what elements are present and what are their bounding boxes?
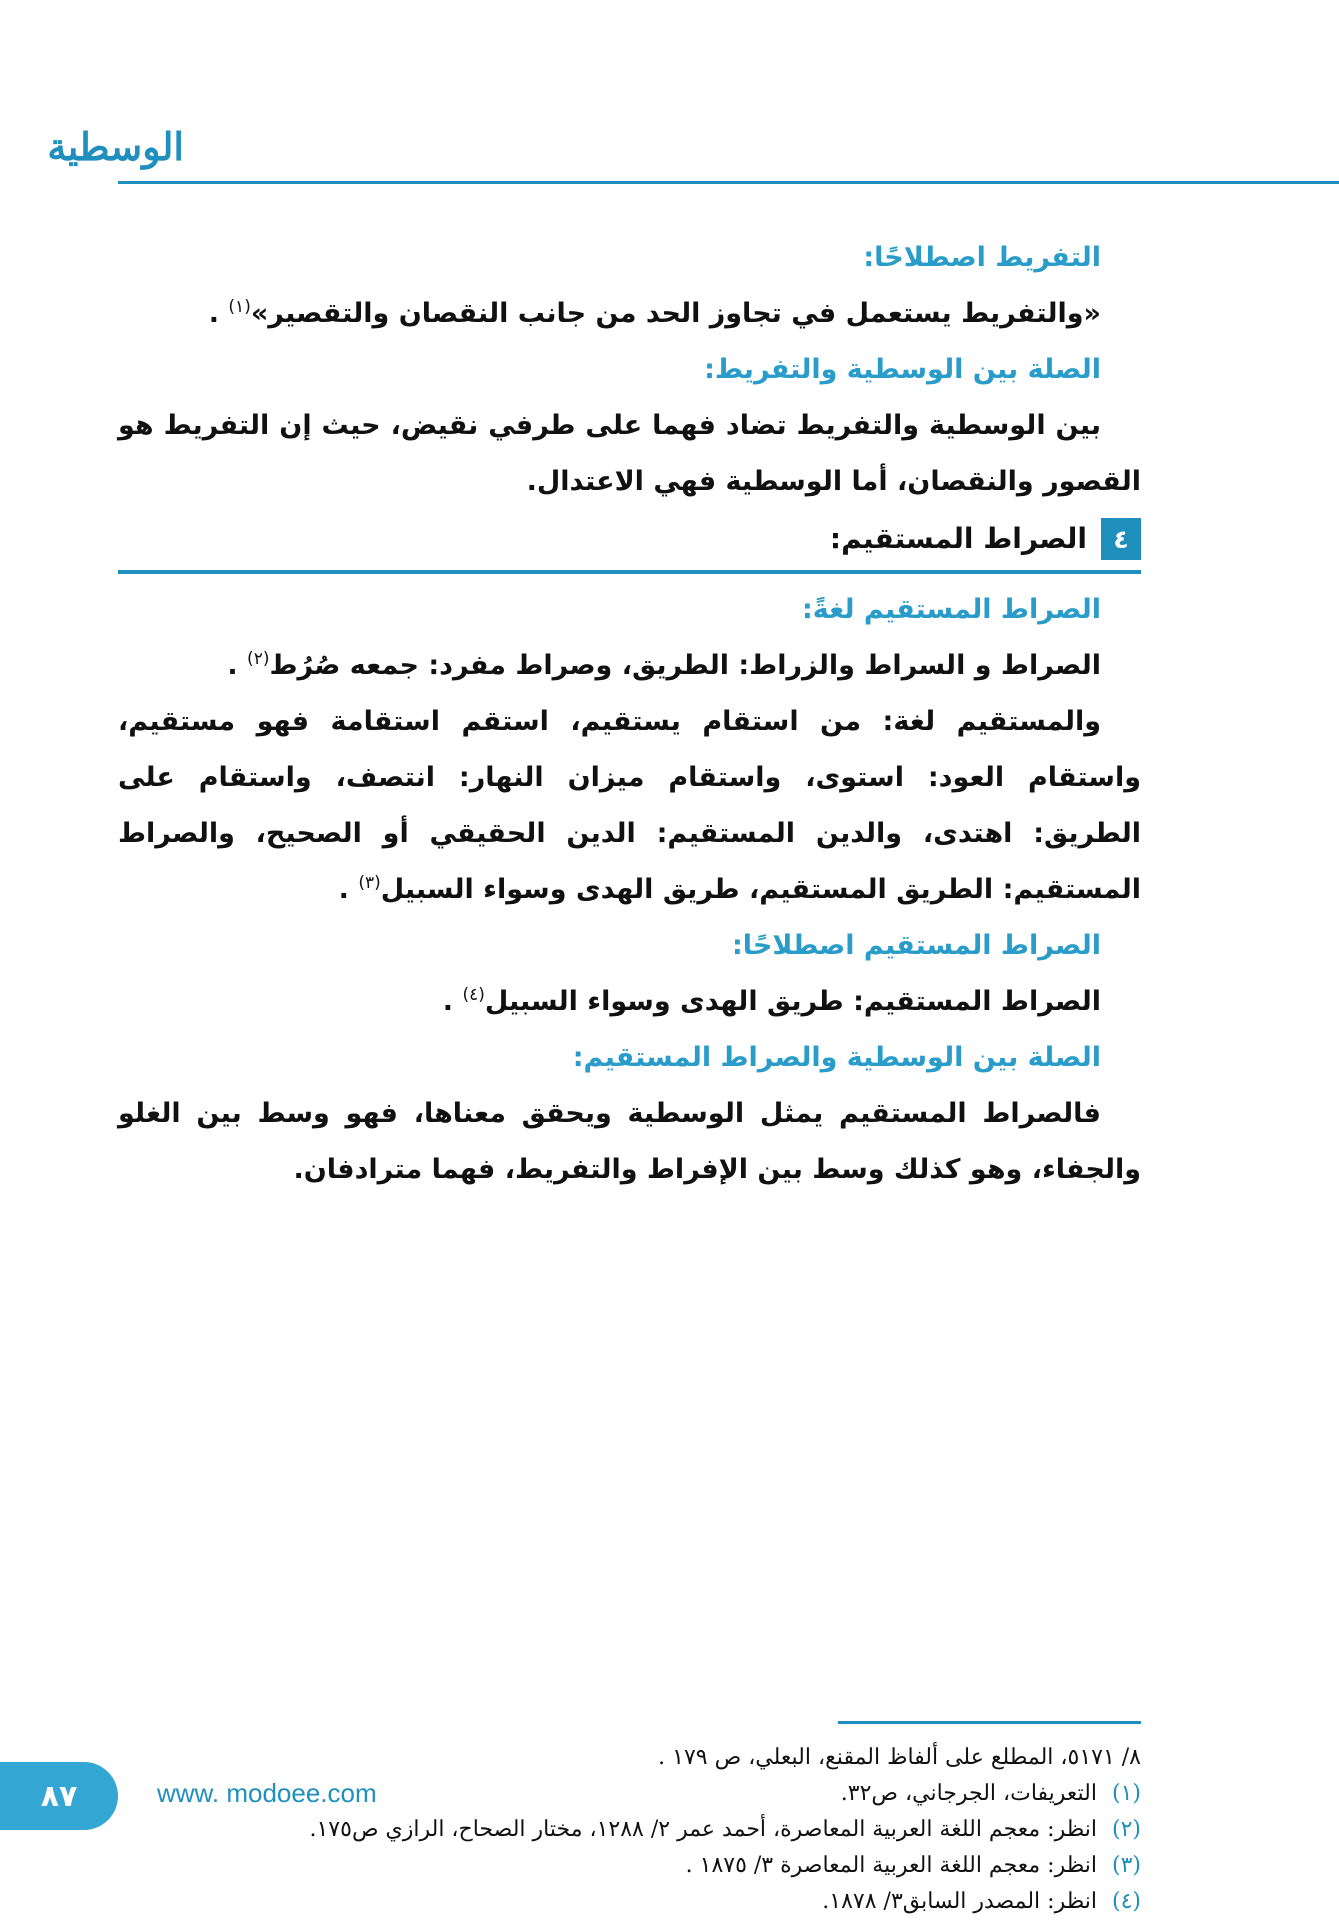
subheading-sirat-lughatan: الصراط المستقيم لغةً: <box>801 594 1101 625</box>
subheading-sirat-istilahan: الصراط المستقيم اصطلاحًا: <box>731 930 1101 961</box>
footnote-ref-4[interactable]: (٤) <box>462 985 485 1005</box>
footnote-item <box>141 1812 1141 1848</box>
footnote-rule <box>838 1721 1141 1724</box>
paragraph-end: . <box>208 298 219 329</box>
paragraph-tafrit-definition <box>118 286 1141 342</box>
footnote-number: (١) <box>1111 1781 1141 1806</box>
header-rule <box>118 181 1339 184</box>
page-number-badge <box>0 1762 118 1830</box>
subheading-tafrit-term: التفريط اصطلاحًا: <box>863 242 1101 273</box>
section-heading <box>118 512 1141 574</box>
footnote-text: انظر: المصدر السابق٣/ ١٨٧٨. <box>822 1889 1097 1914</box>
main-content <box>118 230 1141 1198</box>
footnote-item <box>141 1848 1141 1884</box>
section-title: الصراط المستقيم: <box>829 522 1087 555</box>
footnote-number: (٢) <box>1111 1817 1141 1842</box>
subheading-relation-tafrit: الصلة بين الوسطية والتفريط: <box>704 354 1101 385</box>
footnote-number: (٣) <box>1111 1853 1141 1878</box>
section-4-blocks <box>118 582 1141 1198</box>
paragraph-end: . <box>338 874 349 905</box>
paragraph-mustaqim-lugha <box>118 694 1141 918</box>
paragraph-relation-sirat: فالصراط المستقيم يمثل الوسطية ويحقق معناها، فهو وسط بين الغلو والجفاء، وهو كذلك وسط بين الإفراط والتفريط، فهما مترادفان. <box>118 1098 1141 1185</box>
paragraph-end: . <box>442 986 454 1017</box>
footnote-ref-3[interactable]: (٣) <box>358 873 381 893</box>
paragraph-relation-tafrit: بين الوسطية والتفريط تضاد فهما على طرفي نقيض، حيث إن التفريط هو القصور والنقصان، أما الوسطية فهي الاعتدال. <box>118 410 1141 497</box>
footnote-ref-2[interactable]: (٢) <box>247 649 270 669</box>
footnote-text: التعريفات، الجرجاني، ص٣٢. <box>840 1781 1097 1806</box>
paragraph-text: «والتفريط يستعمل في تجاوز الحد من جانب النقصان والتقصير» <box>250 298 1101 329</box>
page-number: ٨٧ <box>40 1778 78 1814</box>
section-3-blocks <box>118 230 1141 510</box>
footnote-text: انظر: معجم اللغة العربية المعاصرة، أحمد عمر ٢/ ١٢٨٨، مختار الصحاح، الرازي ص١٧٥. <box>309 1817 1097 1842</box>
paragraph-text: والمستقيم لغة: من استقام يستقيم، استقم استقامة فهو مستقيم، واستقام العود: استوى، واستقام ميزان النهار: انتصف، واستقام على الطريق: اهتدى، والدين المستقيم: الدين الحقيقي أو الصحيح، والصراط المستقيم: الطريق المستقيم، طريق الهدى وسواء السبيل <box>118 706 1141 905</box>
footnotes <box>141 1740 1141 1920</box>
paragraph-end: . <box>227 650 238 681</box>
paragraph-text: الصراط و السراط والزراط: الطريق، وصراط مفرد: جمعه صُرُط <box>269 650 1101 681</box>
footnote-item <box>141 1884 1141 1920</box>
paragraph-text: الصراط المستقيم: طريق الهدى وسواء السبيل <box>484 986 1101 1017</box>
paragraph-sirat-istilah <box>118 974 1141 1030</box>
running-header: الوسطية <box>47 124 184 169</box>
subheading-relation-sirat: الصلة بين الوسطية والصراط المستقيم: <box>572 1042 1101 1073</box>
footnote-text: انظر: معجم اللغة العربية المعاصرة ٣/ ١٨٧٥ . <box>685 1853 1097 1878</box>
paragraph-sirat-lugha <box>118 638 1141 694</box>
footnote-number: (٤) <box>1111 1889 1141 1914</box>
footnote-continuation: ٨/ ٥١٧١، المطلع على ألفاظ المقنع، البعلي، ص ١٧٩ . <box>658 1745 1141 1770</box>
section-number-badge: ٤ <box>1101 518 1141 560</box>
website-link[interactable]: www. modoee.com <box>157 1778 377 1808</box>
footnote-ref-1[interactable]: (١) <box>228 297 251 317</box>
